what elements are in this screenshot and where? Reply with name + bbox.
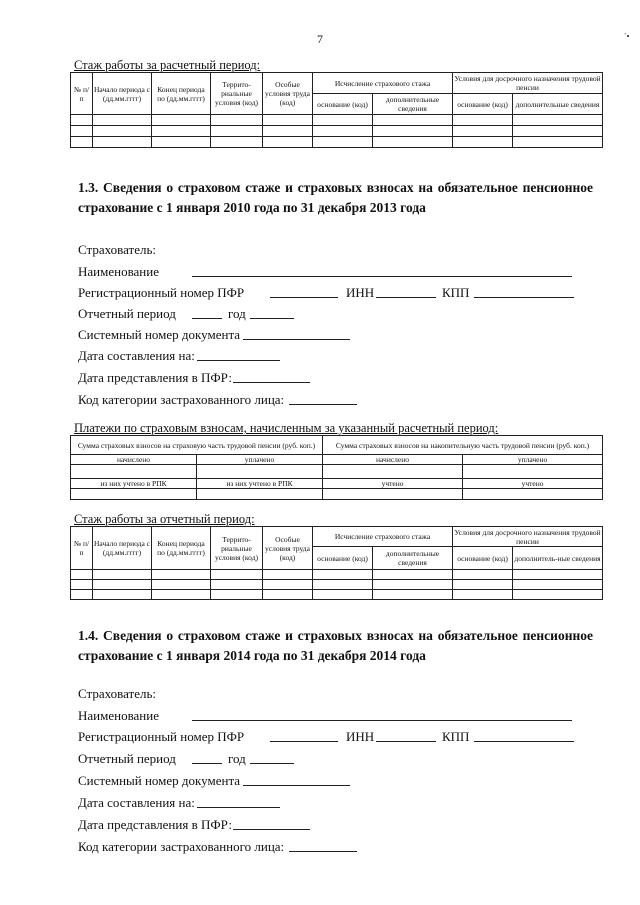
table-cell[interactable] xyxy=(152,137,211,148)
table-cell[interactable] xyxy=(323,489,463,500)
table-cell[interactable] xyxy=(453,570,513,580)
inn-label: ИНН xyxy=(346,285,375,300)
header-num: № п/п xyxy=(71,527,93,570)
payments-table xyxy=(70,435,603,500)
header-basis: основание (код) xyxy=(313,94,373,115)
date-submitted-label: Дата представления в ПФР: xyxy=(78,370,232,385)
category-code-label: Код категории застрахованного лица: xyxy=(78,392,285,407)
table-cell[interactable] xyxy=(211,115,263,126)
header-paid-2: уплачено xyxy=(463,455,603,465)
table-cell[interactable] xyxy=(513,570,603,580)
table-cell[interactable] xyxy=(152,590,211,600)
period-label: Отчетный период xyxy=(78,751,176,766)
table-cell[interactable] xyxy=(513,115,603,126)
date-created-field[interactable] xyxy=(197,360,280,361)
table-cell[interactable] xyxy=(313,570,373,580)
table-cell[interactable] xyxy=(93,570,152,580)
table-cell[interactable] xyxy=(93,580,152,590)
category-code-field[interactable] xyxy=(289,404,357,405)
header-additional: дополнительные сведения xyxy=(373,94,453,115)
counted-label-2: учтено xyxy=(463,479,603,489)
table-cell[interactable] xyxy=(373,590,453,600)
year-field[interactable] xyxy=(250,318,294,319)
table-cell[interactable] xyxy=(71,580,93,590)
table-cell[interactable] xyxy=(373,137,453,148)
page-number: 7 xyxy=(317,32,323,46)
table-cell[interactable] xyxy=(71,137,93,148)
year-field[interactable] xyxy=(250,763,294,764)
table-cell[interactable] xyxy=(453,126,513,137)
header-calc: Исчисление страхового стажа xyxy=(313,527,453,547)
table-cell[interactable] xyxy=(152,115,211,126)
table-cell[interactable] xyxy=(513,580,603,590)
header-funded-part: Сумма страховых взносов на накопительную часть трудовой пенсии (руб. коп.) xyxy=(323,436,603,455)
period-label: Отчетный период xyxy=(78,306,176,321)
period-field[interactable] xyxy=(192,318,222,319)
table-cell[interactable] xyxy=(513,137,603,148)
table-cell[interactable] xyxy=(313,137,373,148)
table-cell[interactable] xyxy=(93,137,152,148)
reg-number-field[interactable] xyxy=(270,297,338,298)
date-created-label: Дата составления на: xyxy=(78,795,195,810)
reg-number-label: Регистрационный номер ПФР xyxy=(78,729,245,744)
date-created-field[interactable] xyxy=(197,807,280,808)
header-start: Начало периода с (дд.мм.гггг) xyxy=(93,73,152,115)
table-cell[interactable] xyxy=(93,115,152,126)
reg-number-field[interactable] xyxy=(270,741,338,742)
inn-field[interactable] xyxy=(376,297,436,298)
table-cell[interactable] xyxy=(71,590,93,600)
inn-field[interactable] xyxy=(376,741,436,742)
header-accrued-2: начислено xyxy=(323,455,463,465)
kpp-field[interactable] xyxy=(474,297,574,298)
table-cell[interactable] xyxy=(263,570,313,580)
table-cell[interactable] xyxy=(263,580,313,590)
table-cell[interactable] xyxy=(463,465,603,479)
stazh-table-2-title: Стаж работы за отчетный период: xyxy=(74,512,255,526)
year-label: год xyxy=(228,306,246,321)
table-cell[interactable] xyxy=(197,489,323,500)
table-cell[interactable] xyxy=(152,126,211,137)
name-field[interactable] xyxy=(192,276,572,277)
kpp-label: КПП xyxy=(442,285,470,300)
kpp-label: КПП xyxy=(442,729,470,744)
header-additional-2: дополнитель-ные сведения xyxy=(513,547,603,570)
inn-label: ИНН xyxy=(346,729,375,744)
table-cell[interactable] xyxy=(313,590,373,600)
table-cell[interactable] xyxy=(373,115,453,126)
date-created-label: Дата составления на: xyxy=(78,348,195,363)
sys-number-field[interactable] xyxy=(243,785,350,786)
rpk-label-2: из них учтено в РПК xyxy=(197,479,323,489)
stazh-table-1-title: Стаж работы за расчетный период: xyxy=(74,58,261,72)
table-cell[interactable] xyxy=(263,115,313,126)
header-end: Конец периода по (дд.мм.гггг) xyxy=(152,73,211,115)
kpp-field[interactable] xyxy=(474,741,574,742)
header-basis: основание (код) xyxy=(313,547,373,570)
date-submitted-label: Дата представления в ПФР: xyxy=(78,817,232,832)
header-terr: Террито-риальные условия (код) xyxy=(211,527,263,570)
header-terr: Террито-риальные условия (код) xyxy=(211,73,263,115)
table-cell[interactable] xyxy=(513,590,603,600)
category-code-field[interactable] xyxy=(289,851,357,852)
category-code-label: Код категории застрахованного лица: xyxy=(78,839,285,854)
table-cell[interactable] xyxy=(313,126,373,137)
name-label: Наименование xyxy=(78,264,159,279)
stazh-table-1 xyxy=(70,72,603,148)
table-cell[interactable] xyxy=(453,580,513,590)
table-cell[interactable] xyxy=(463,489,603,500)
table-cell[interactable] xyxy=(197,465,323,479)
table-cell[interactable] xyxy=(71,489,197,500)
header-additional-2: дополнительные сведения xyxy=(513,94,603,115)
header-num: № п/п xyxy=(71,73,93,115)
name-label: Наименование xyxy=(78,708,159,723)
header-basis-2: основание (код) xyxy=(453,94,513,115)
table-cell[interactable] xyxy=(263,590,313,600)
header-early: Условия для досрочного назначения трудовой пенсии xyxy=(454,74,601,92)
header-special: Особые условия труда (код) xyxy=(263,527,313,570)
header-accrued: начислено xyxy=(71,455,197,465)
insurer-label: Страхователь: xyxy=(78,242,156,257)
reg-number-label: Регистрационный номер ПФР xyxy=(78,285,245,300)
table-cell[interactable] xyxy=(211,590,263,600)
header-additional: дополнительные сведения xyxy=(373,547,453,570)
table-cell[interactable] xyxy=(453,137,513,148)
table-cell[interactable] xyxy=(323,465,463,479)
sys-number-label: Системный номер документа xyxy=(78,773,241,788)
header-end: Конец периода по (дд.мм.гггг) xyxy=(152,527,211,570)
table-cell[interactable] xyxy=(71,570,93,580)
table-cell[interactable] xyxy=(373,570,453,580)
table-cell[interactable] xyxy=(71,115,93,126)
sys-number-field[interactable] xyxy=(243,339,350,340)
header-special: Особые условия труда (код) xyxy=(263,73,313,115)
section-1-4-heading: 1.4. Сведения о страховом стаже и страховых взносах на обязательное пенсионное страхование с 1 января 2014 года по 31 декабря 2014 года xyxy=(78,628,593,663)
table-cell[interactable] xyxy=(93,590,152,600)
table-cell[interactable] xyxy=(313,580,373,590)
header-paid: уплачено xyxy=(197,455,323,465)
counted-label-1: учтено xyxy=(323,479,463,489)
header-start: Начало периода с (дд.мм.гггг) xyxy=(93,527,152,570)
section-1-3-heading: 1.3. Сведения о страховом стаже и страховых взносах на обязательное пенсионное страхование с 1 января 2010 года по 31 декабря 2013 года xyxy=(78,180,593,215)
table-cell[interactable] xyxy=(263,137,313,148)
table-cell[interactable] xyxy=(313,115,373,126)
table-cell[interactable] xyxy=(211,137,263,148)
table-cell[interactable] xyxy=(453,115,513,126)
period-field[interactable] xyxy=(192,763,222,764)
rpk-label-1: из них учтено в РПК xyxy=(71,479,197,489)
corner-mark: `• xyxy=(624,32,630,41)
table-cell[interactable] xyxy=(71,465,197,479)
header-basis-2: основание (код) xyxy=(453,547,513,570)
header-insurance-part: Сумма страховых взносов на страховую часть трудовой пенсии (руб. коп.) xyxy=(71,436,323,455)
table-cell[interactable] xyxy=(211,126,263,137)
table-cell[interactable] xyxy=(152,580,211,590)
table-cell[interactable] xyxy=(373,580,453,590)
year-label: год xyxy=(228,751,246,766)
table-cell[interactable] xyxy=(453,590,513,600)
header-early: Условия для досрочного назначения трудовой пенсии xyxy=(454,527,601,546)
sys-number-label: Системный номер документа xyxy=(78,327,241,342)
payments-table-title: Платежи по страховым взносам, начисленным за указанный расчетный период: xyxy=(74,421,499,435)
stazh-table-2 xyxy=(70,526,603,600)
table-cell[interactable] xyxy=(263,126,313,137)
table-cell[interactable] xyxy=(211,570,263,580)
name-field[interactable] xyxy=(192,720,572,721)
table-cell[interactable] xyxy=(93,126,152,137)
table-cell[interactable] xyxy=(373,126,453,137)
date-submitted-field[interactable] xyxy=(233,829,310,830)
table-cell[interactable] xyxy=(211,580,263,590)
date-submitted-field[interactable] xyxy=(233,382,310,383)
header-calc: Исчисление страхового стажа xyxy=(313,73,453,94)
table-cell[interactable] xyxy=(152,570,211,580)
insurer-label: Страхователь: xyxy=(78,686,156,701)
table-cell[interactable] xyxy=(71,126,93,137)
table-cell[interactable] xyxy=(513,126,603,137)
